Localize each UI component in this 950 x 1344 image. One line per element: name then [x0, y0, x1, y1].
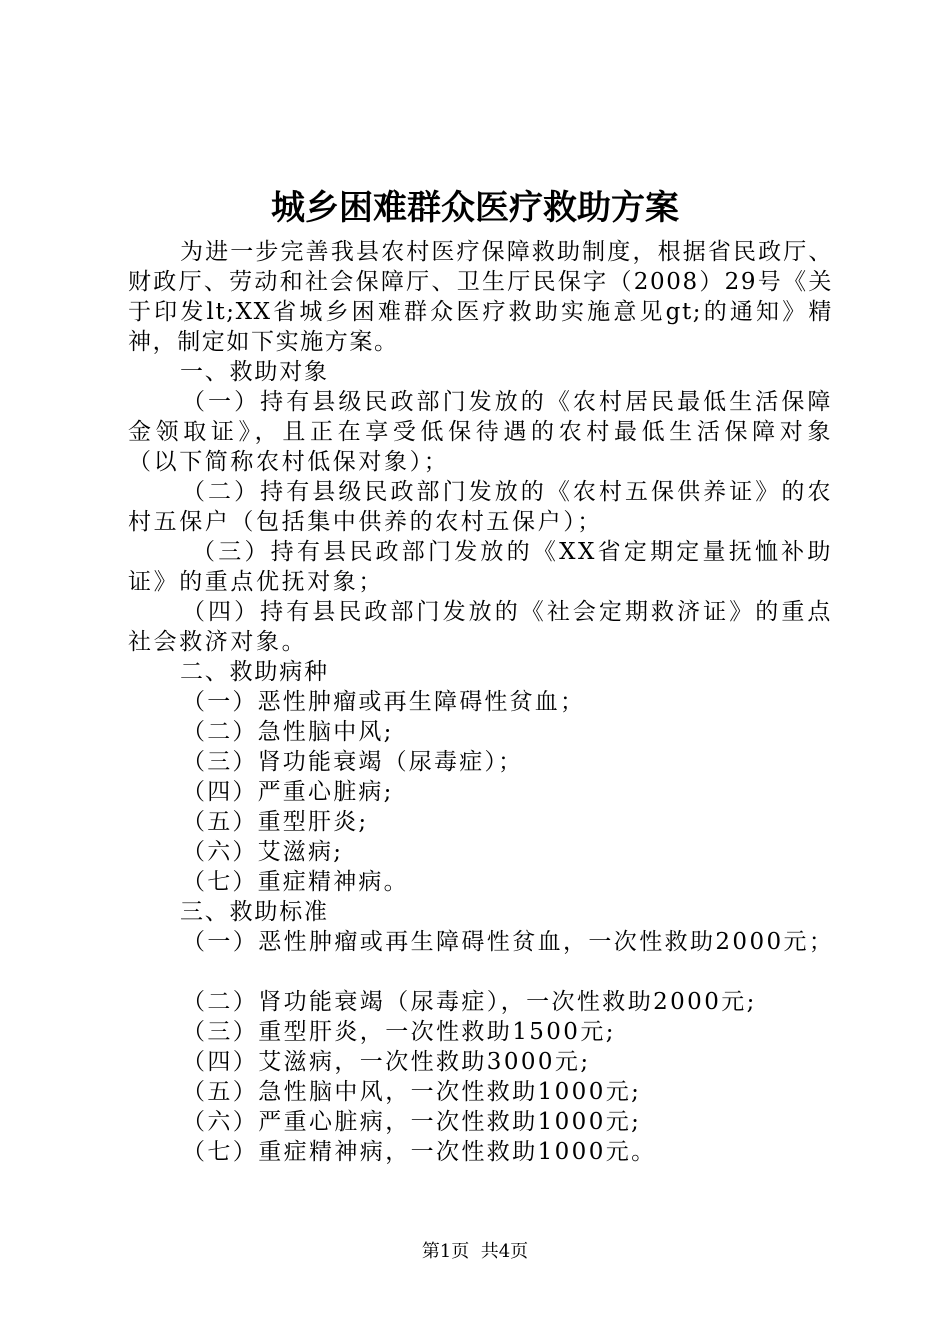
standard-item-7: （七）重症精神病，一次性救助1000元。 [182, 1139, 657, 1165]
document-body [128, 237, 833, 1167]
standard-item-5: （五）急性脑中风，一次性救助1000元; [182, 1079, 642, 1105]
recipient-item-3: （三）持有县民政部门发放的《XX省定期定量抚恤补助证》的重点优抚对象； [128, 539, 833, 595]
blank-line [128, 957, 833, 987]
disease-item-2: （二）急性脑中风; [182, 719, 394, 745]
section-heading-recipients: 一、救助对象 [180, 359, 329, 385]
disease-item-4: （四）严重心脏病; [182, 779, 394, 805]
recipient-item-1: （一）持有县级民政部门发放的《农村居民最低生活保障金领取证》，且正在享受低保待遇的农村最低生活保障对象（以下简称农村低保对象）； [128, 389, 833, 475]
disease-item-3: （三）肾功能衰竭（尿毒症）； [182, 749, 524, 775]
standard-item-1: （一）恶性肿瘤或再生障碍性贫血，一次性救助2000元； [182, 929, 835, 955]
page-footer: 第1页 共4页 [421, 1241, 529, 1262]
disease-item-6: （六）艾滋病; [182, 839, 344, 865]
standard-item-3: （三）重型肝炎，一次性救助1500元; [182, 1019, 616, 1045]
standard-item-4: （四）艾滋病，一次性救助3000元; [182, 1049, 591, 1075]
recipient-item-2: （二）持有县级民政部门发放的《农村五保供养证》的农村五保户（包括集中供养的农村五保户）； [128, 479, 833, 535]
intro-paragraph: 为进一步完善我县农村医疗保障救助制度，根据省民政厅、财政厅、劳动和社会保障厅、卫生厅民保字（2008）29号《关于印发lt;XX省城乡困难群众医疗救助实施意见gt;的通知》精神，制定如下实施方案。 [128, 239, 833, 355]
standard-item-2: （二）肾功能衰竭（尿毒症），一次性救助2000元; [182, 989, 757, 1015]
disease-item-7: （七）重症精神病。 [182, 869, 409, 895]
document-title: 城乡困难群众医疗救助方案 [271, 188, 679, 228]
disease-item-5: （五）重型肝炎; [182, 809, 369, 835]
section-heading-standards: 三、救助标准 [180, 899, 329, 925]
section-heading-diseases: 二、救助病种 [180, 659, 329, 685]
standard-item-6: （六）严重心脏病，一次性救助1000元; [182, 1109, 642, 1135]
recipient-item-4: （四）持有县民政部门发放的《社会定期救济证》的重点社会救济对象。 [128, 599, 833, 655]
disease-item-1: （一）恶性肿瘤或再生障碍性贫血； [182, 689, 586, 715]
